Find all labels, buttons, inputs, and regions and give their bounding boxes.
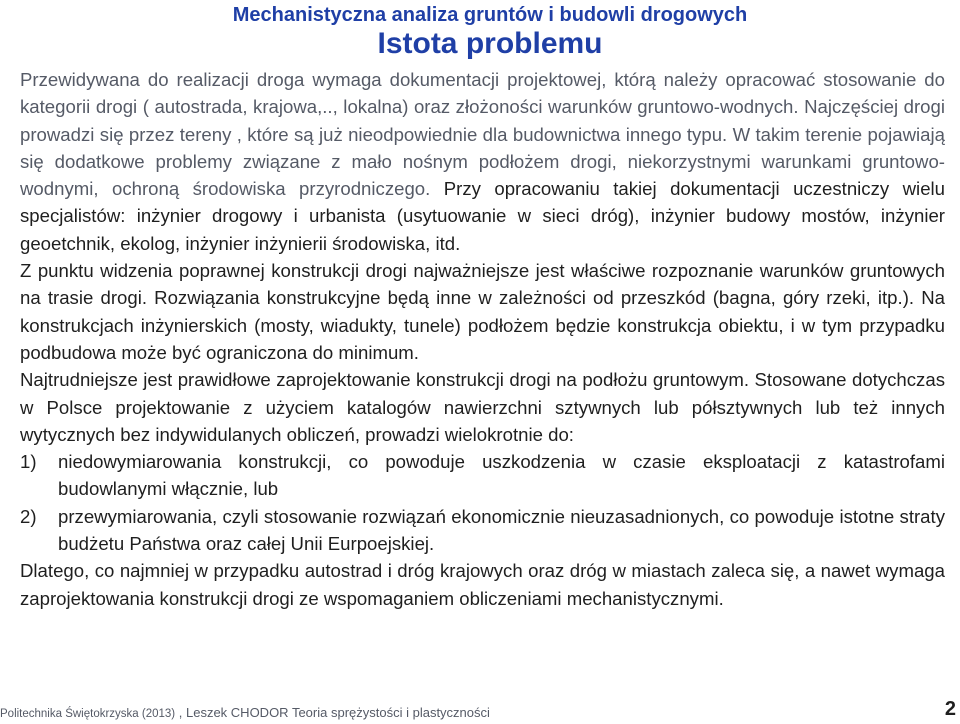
paragraph-soil-part1: Z punktu widzenia poprawnej konstrukcji drogi najważniejsze jest właściwe rozpoznanie warunków gruntowych na trasie drogi. Rozwiązania konstrukcyjne będą inne w zależności od przeszkód (bagna, góry rzeki, itp.). xyxy=(20,260,945,309)
page-number: 2 xyxy=(944,698,956,720)
list-item xyxy=(20,448,945,503)
list-item-text: przewymiarowania, czyli stosowanie rozwiązań ekonomicznie nieuzasadnionych, co powoduje istotne straty budżetu Państwa oraz całej Unii Eurpoejskiej. xyxy=(58,505,945,555)
list-item-number: 2) xyxy=(20,505,37,527)
list-item-number: 1) xyxy=(20,451,37,473)
footer-separator: , xyxy=(175,705,186,720)
footer-course: Teoria sprężystości i plastyczności xyxy=(288,705,490,720)
slide-title: Istota problemu xyxy=(377,27,603,60)
paragraph-soil-part2: Na konstrukcjach inżynierskich (mosty, wiadukty, tunele) podłożem będzie konstrukcja obiektu, i w tym przypadku podbudowa może być ograniczona do minimum. xyxy=(20,287,945,363)
paragraph-conclusion: Dlatego, co najmniej w przypadku autostrad i dróg krajowych oraz dróg w miastach zaleca się, a nawet wymaga zaprojektowania konstrukcji drogi ze wspomaganiem obliczeniami mechanistycznymi. xyxy=(20,560,945,609)
paragraph-intro-part3: Przy opracowaniu takiej dokumentacji uczestniczy wielu specjalistów: inżynier drogowy i urbanista (usytuowanie w sieci dróg), inżynier budowy mostów, inżynier geoetchnik, ekolog, inżynier inżynierii środowiska, itd. xyxy=(20,178,946,254)
slide-body xyxy=(20,66,945,612)
list-item-text: niedowymiarowania konstrukcji, co powoduje uszkodzenia w czasie eksploatacji z katastrofami budowlanymi włącznie, lub xyxy=(58,451,945,500)
paragraph-intro-part2: W takim terenie pojawiają się dodatkowe problemy związane z mało nośnym podłożem drogi, niekorzystnymi warunkami gruntowo-wodnymi, ochroną środowiska przyrodniczego. xyxy=(20,123,945,200)
paragraph-intro-part1: Przewidywana do realizacji droga wymaga dokumentacji projektowej, którą należy opracować stosowanie do kategorii drogi ( autostrada, krajowa,.., lokalna) oraz złożoności warunków gruntowo-wodnych. Najczęściej drogi prowadzi się przez tereny , które są już nieodpowiednie dla budownictwa innego typu. xyxy=(20,69,945,145)
paragraph-soil xyxy=(20,257,945,366)
consequence-list xyxy=(20,448,945,557)
slide-footer xyxy=(0,703,960,723)
paragraph-intro xyxy=(20,66,945,257)
footer-author: Leszek CHODOR xyxy=(185,705,289,720)
footer-institution: Politechnika Świętokrzyska (2013) xyxy=(0,708,176,720)
list-item xyxy=(20,503,945,558)
paragraph-design: Najtrudniejsze jest prawidłowe zaprojektowanie konstrukcji drogi na podłożu gruntowym. Stosowane dotychczas w Polsce projektowanie z użyciem katalogów nawierzchni sztywnych lub półsztywnych lub też innych wytycznych bez indywidulanych obliczeń, prowadzi wielokrotnie do: xyxy=(20,369,945,445)
slide-subject: Mechanistyczna analiza gruntów i budowli drogowych xyxy=(232,4,748,26)
